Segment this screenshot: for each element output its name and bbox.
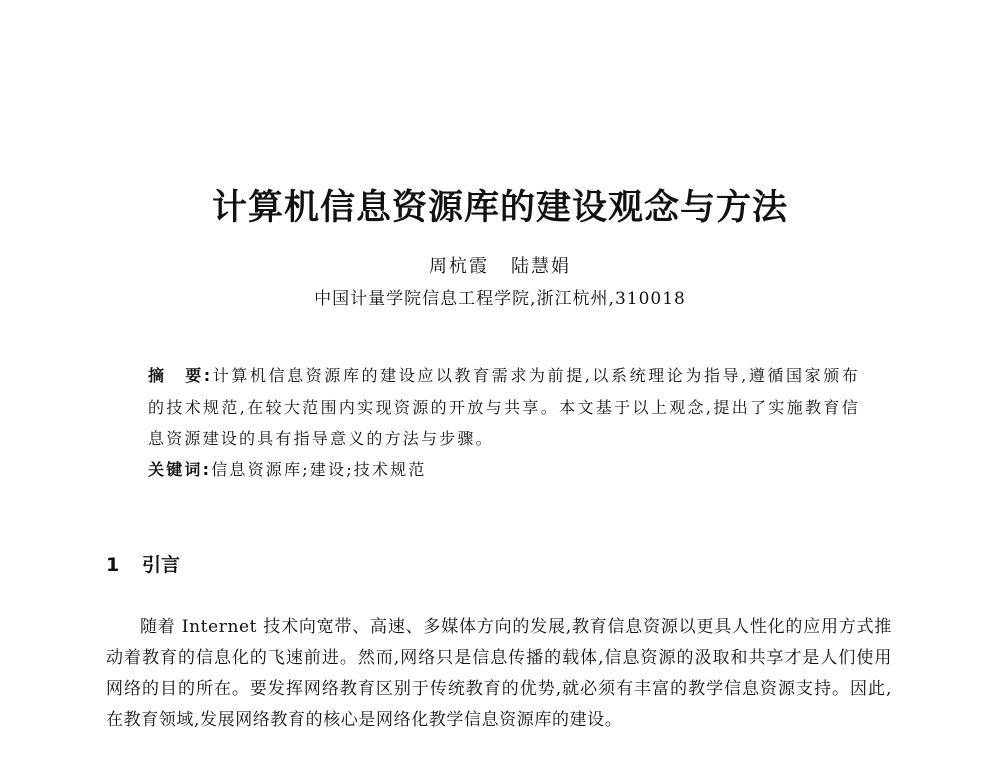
section-number: 1 [106,554,120,576]
abstract-text: 计算机信息资源库的建设应以教育需求为前提,以系统理论为指导,遵循国家颁布的技术规范,在较大范围内实现资源的开放与共享。本文基于以上观念,提出了实施教育信息资源建设的具有指导意义的方法与步骤。 [148,366,860,448]
section-paragraph: 随着 Internet 技术向宽带、高速、多媒体方向的发展,教育信息资源以更具人性化的应用方式推动着教育的信息化的飞速前进。然而,网络只是信息传播的载体,信息资源的汲取和共享才是人们使用网络的目的所在。要发挥网络教育区别于传统教育的优势,就必须有丰富的教学信息资源支持。因此,在教育领域,发展网络教育的核心是网络化教学信息资源库的建设。 [106,617,892,730]
keywords-text: 信息资源库;建设;技术规范 [211,460,427,479]
abstract [148,360,860,455]
section-title: 引言 [142,554,181,576]
author-name: 周杭霞 [429,256,489,277]
keywords [148,454,860,485]
author-affiliation: 中国计量学院信息工程学院,浙江杭州,310018 [314,289,686,309]
abstract-label: 摘 要: [148,366,213,385]
keywords-label: 关键词: [148,460,212,479]
section-heading [106,550,180,580]
author-name: 陆慧娟 [511,256,571,277]
author-list [0,254,1000,280]
paper-title: 计算机信息资源库的建设观念与方法 [211,188,788,228]
